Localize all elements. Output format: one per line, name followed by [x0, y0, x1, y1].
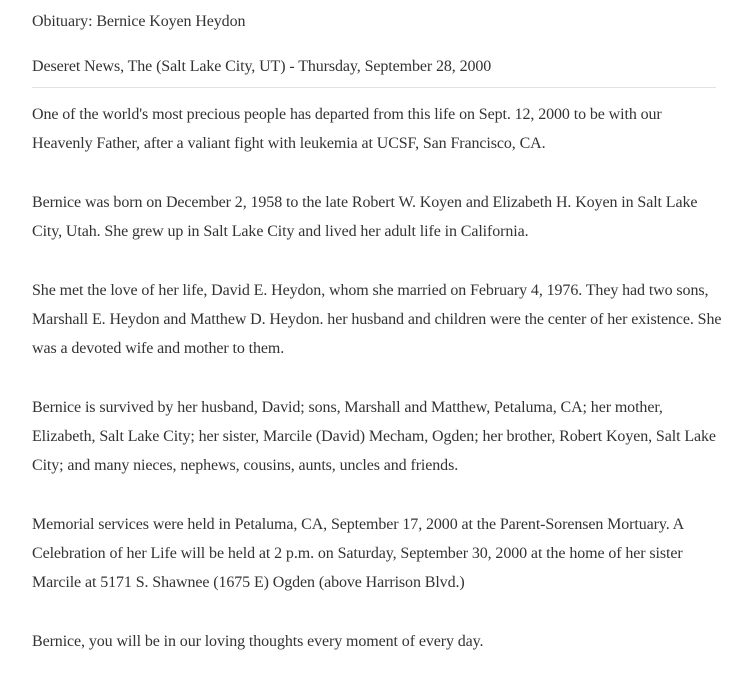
- obituary-body: [32, 100, 722, 686]
- publication-source-line: Deseret News, The (Salt Lake City, UT) - Thursday, September 28, 2000: [32, 58, 492, 75]
- header-divider: [32, 87, 716, 88]
- paragraph-survivors: Bernice is survived by her husband, David; sons, Marshall and Matthew, Petaluma, CA; her mother, Elizabeth, Salt Lake City; her sister, Marcile (David) Mecham, Ogden; her brother, Robert Koyen, Salt Lake City; and many nieces, nephews, cousins, aunts, uncles and friends.: [32, 399, 716, 474]
- paragraph-birth: Bernice was born on December 2, 1958 to the late Robert W. Koyen and Elizabeth H. Koyen in Salt Lake City, Utah. She grew up in Salt Lake City and lived her adult life in California.: [32, 194, 698, 240]
- paragraph-closing: Bernice, you will be in our loving thoughts every moment of every day.: [32, 633, 484, 650]
- paragraph-family: She met the love of her life, David E. Heydon, whom she married on February 4, 1976. They had two sons, Marshall E. Heydon and Matthew D. Heydon. her husband and children were the center of her existence. She was a devoted wife and mother to them.: [32, 282, 722, 357]
- paragraph-departure: One of the world's most precious people has departed from this life on Sept. 12, 2000 to be with our Heavenly Father, after a valiant fight with leukemia at UCSF, San Francisco, CA.: [32, 106, 662, 152]
- obituary-title: Obituary: Bernice Koyen Heydon: [32, 13, 246, 30]
- paragraph-services: Memorial services were held in Petaluma, CA, September 17, 2000 at the Parent-Sorensen Mortuary. A Celebration of her Life will be held at 2 p.m. on Saturday, September 30, 2000 at the home of her sister Marcile at 5171 S. Shawnee (1675 E) Ogden (above Harrison Blvd.): [32, 516, 684, 591]
